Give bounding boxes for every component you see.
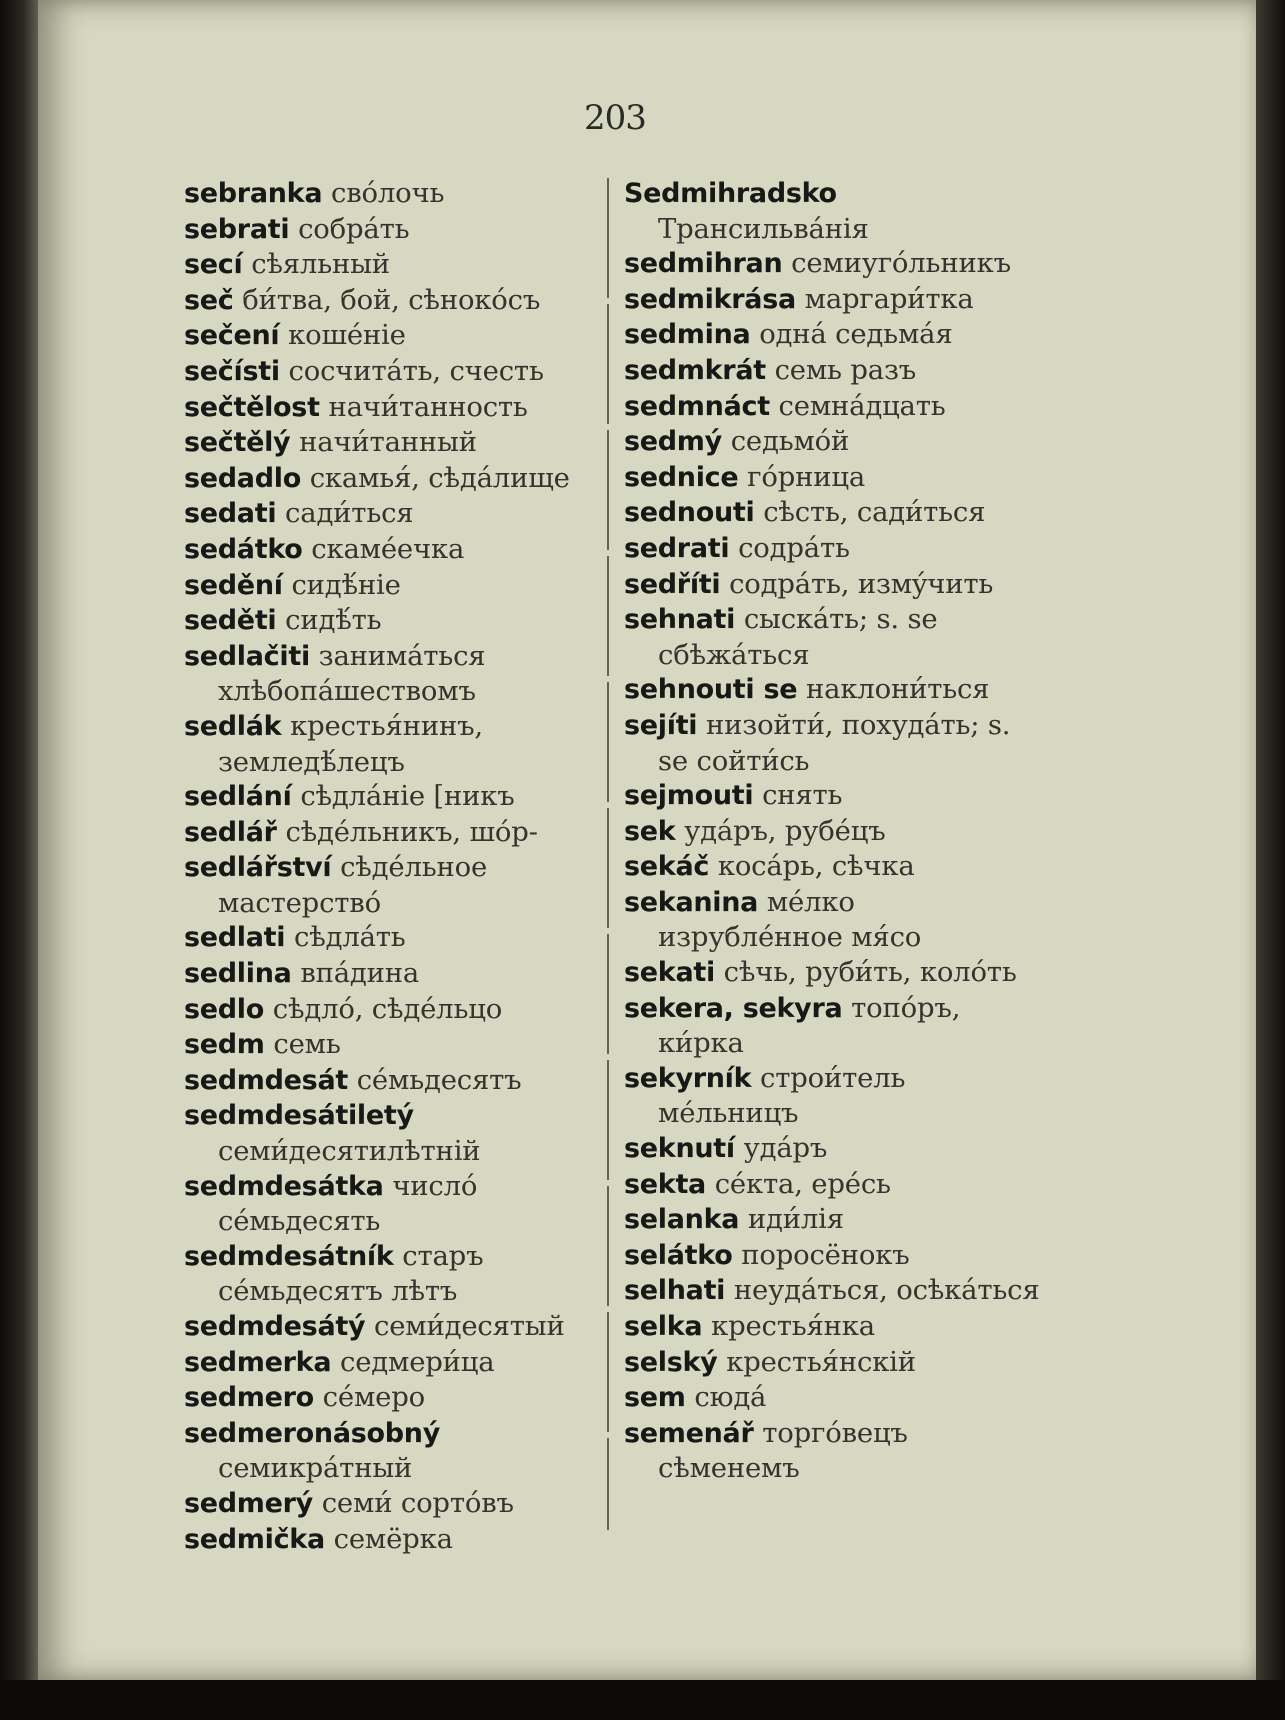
dictionary-entry xyxy=(184,920,602,956)
entry-headword: sedmdesátka xyxy=(184,1170,384,1202)
dictionary-entry xyxy=(184,956,602,992)
entry-headword: sedříti xyxy=(624,568,721,600)
entry-translation: низойти́, похудáть; s. se сойти́сь xyxy=(658,708,1011,777)
dictionary-entry xyxy=(624,955,1044,991)
entry-translation: содрáть xyxy=(738,531,850,564)
entry-translation: семикрáтный xyxy=(218,1452,413,1485)
entry-translation: однá седьмáя xyxy=(759,318,953,351)
entry-translation: сѣяльный xyxy=(251,248,390,281)
entry-translation: сѣдéльное мастерствó xyxy=(218,851,488,919)
dictionary-entry xyxy=(184,425,602,461)
dictionary-entry xyxy=(624,1167,1044,1203)
entry-headword: sedadlo xyxy=(184,462,301,494)
entry-translation: косáрь, сѣчка xyxy=(717,850,915,883)
dictionary-entry xyxy=(184,283,602,319)
dictionary-entry xyxy=(624,1202,1044,1238)
entry-headword: sedlati xyxy=(184,922,286,954)
entry-translation: содрáть, измýчить xyxy=(729,567,994,600)
dictionary-entry xyxy=(624,246,1044,282)
entry-translation: впáдина xyxy=(300,957,420,990)
entry-translation: топóръ, ки́рка xyxy=(658,991,961,1060)
entry-headword: sedátko xyxy=(184,533,303,565)
entry-headword: sedmnáct xyxy=(624,390,770,422)
entry-headword: secí xyxy=(184,249,243,281)
entry-translation: сыскáть; s. se сбѣжáться xyxy=(658,603,938,671)
dictionary-entry xyxy=(624,353,1044,389)
entry-translation: неудáться, осѣкáться xyxy=(733,1274,1040,1307)
entry-headword: sejmouti xyxy=(624,780,754,812)
entry-headword: sednouti xyxy=(624,497,755,529)
entry-translation: сѣдлáть xyxy=(294,921,406,954)
entry-translation: сидѣ́ніе xyxy=(291,568,401,601)
entry-headword: selka xyxy=(624,1311,703,1342)
entry-translation: числó сéмьдесять xyxy=(218,1169,478,1238)
entry-translation: крестья́нскій xyxy=(726,1345,916,1378)
dictionary-entry xyxy=(624,317,1044,353)
entry-translation: крестья́нинъ, земледѣ́лецъ xyxy=(218,709,483,778)
entry-translation: свóлочь xyxy=(331,177,445,209)
dictionary-entry xyxy=(184,1380,602,1416)
dictionary-entry xyxy=(184,390,602,426)
dictionary-entry xyxy=(184,318,602,354)
entry-headword: sedmdesátiletý xyxy=(184,1100,414,1132)
dictionary-entry xyxy=(624,1238,1044,1274)
entry-headword: sehnouti se xyxy=(624,674,798,706)
dictionary-entry xyxy=(184,532,602,568)
entry-translation: семнáдцать xyxy=(778,389,946,422)
entry-headword: sekta xyxy=(624,1168,706,1200)
entry-headword: sedlák xyxy=(184,710,282,742)
entry-translation: сéмьдесятъ xyxy=(356,1063,522,1096)
entry-translation: сосчитáть, счесть xyxy=(288,354,544,387)
entry-headword: sečtělý xyxy=(184,427,291,459)
dictionary-entry xyxy=(624,282,1044,318)
dictionary-entry xyxy=(624,424,1044,460)
dictionary-entry xyxy=(184,1416,602,1486)
entry-translation: мéлко изрублéнное мя́со xyxy=(658,885,922,954)
entry-headword: sedmeronásobný xyxy=(184,1417,441,1449)
entry-headword: sedm xyxy=(184,1029,265,1061)
dictionary-entry xyxy=(624,814,1044,850)
page-edge xyxy=(1256,0,1285,1720)
entry-headword: sedlář xyxy=(184,816,277,848)
dictionary-entry xyxy=(184,815,602,851)
entry-translation: семи́ сортóвъ xyxy=(321,1486,514,1519)
dictionary-entry xyxy=(184,247,602,283)
entry-translation: удáръ, рубéцъ xyxy=(684,814,886,847)
entry-translation: сѣдлáніе [никъ xyxy=(300,780,515,813)
dictionary-entry xyxy=(624,176,1044,246)
entry-headword: sekati xyxy=(624,957,715,989)
entry-headword: sedati xyxy=(184,498,277,530)
page-number: 203 xyxy=(584,98,646,138)
entry-translation: сѣсть, сади́ться xyxy=(763,496,986,529)
entry-translation: сѣчь, руби́ть, колóть xyxy=(723,956,1017,989)
dictionary-entry xyxy=(184,354,602,390)
entry-headword: seknutí xyxy=(624,1133,735,1165)
dictionary-entry xyxy=(624,1061,1044,1131)
entry-headword: sedlačiti xyxy=(184,640,310,672)
entry-headword: sedlářství xyxy=(184,852,332,884)
dictionary-entry xyxy=(184,496,602,532)
dictionary-entry xyxy=(184,709,602,779)
entry-headword: sedmerka xyxy=(184,1346,332,1378)
entry-headword: sebranka xyxy=(184,178,323,209)
entry-translation: сéкта, ерéсь xyxy=(714,1167,891,1200)
entry-headword: sekanina xyxy=(624,886,759,918)
dictionary-entry xyxy=(184,779,602,815)
entry-translation: кошéніе xyxy=(288,319,406,352)
dictionary-entry xyxy=(184,850,602,920)
entry-translation: занимáться хлѣбопáшествомъ xyxy=(218,639,486,708)
dictionary-entry xyxy=(184,639,602,709)
dictionary-entry xyxy=(184,1169,602,1239)
dictionary-entry xyxy=(184,1239,602,1309)
entry-headword: sedmkrát xyxy=(624,354,766,386)
entry-translation: собрáть xyxy=(298,212,410,245)
entry-headword: sedmička xyxy=(184,1523,325,1555)
entry-translation: семиугóльникъ xyxy=(791,247,1011,280)
entry-translation: поросёнокъ xyxy=(741,1238,910,1271)
entry-translation: седмери́ца xyxy=(340,1345,495,1378)
entry-headword: sek xyxy=(624,815,676,847)
dictionary-entry xyxy=(184,461,602,497)
dictionary-entry xyxy=(184,1522,602,1558)
entry-translation: гóрница xyxy=(747,460,866,493)
dictionary-entry xyxy=(184,176,602,212)
entry-headword: sekyrník xyxy=(624,1062,752,1094)
dictionary-entry xyxy=(624,1345,1044,1381)
dictionary-entry xyxy=(184,1486,602,1522)
dictionary-entry xyxy=(184,1345,602,1381)
bottom-shadow xyxy=(0,1680,1285,1720)
entry-headword: selhati xyxy=(624,1275,726,1307)
entry-headword: sedrati xyxy=(624,532,730,564)
entry-translation: семь xyxy=(273,1028,341,1061)
entry-headword: sedlání xyxy=(184,781,292,813)
dictionary-entry xyxy=(624,389,1044,425)
entry-headword: sedmdesátník xyxy=(184,1240,394,1272)
entry-translation: наклони́ться xyxy=(806,673,990,706)
entry-translation: старъ сéмьдесятъ лѣтъ xyxy=(218,1239,484,1308)
entry-translation: сѣдéльникъ, шóр- xyxy=(285,815,538,848)
entry-headword: sedmikrása xyxy=(624,283,796,315)
entry-translation: скамéечка xyxy=(311,532,465,565)
dictionary-entry xyxy=(624,708,1044,778)
entry-headword: seděti xyxy=(184,605,277,637)
dictionary-entry xyxy=(184,1098,602,1168)
entry-translation: сюдá xyxy=(694,1381,767,1414)
column-divider xyxy=(607,178,609,1530)
entry-translation: семи́десятый xyxy=(374,1310,565,1342)
entry-headword: sečení xyxy=(184,320,280,352)
entry-translation: торгóвецъ сѣменемъ xyxy=(658,1416,908,1485)
entry-headword: Sedmihradsko xyxy=(624,178,837,209)
entry-translation: сидѣ́ть xyxy=(285,604,382,637)
entry-translation: Трансильвáнія xyxy=(658,212,869,245)
entry-headword: semenář xyxy=(624,1417,754,1449)
dictionary-entry xyxy=(184,1027,602,1063)
dictionary-entry xyxy=(624,672,1044,708)
dictionary-entry xyxy=(624,495,1044,531)
right-column xyxy=(624,176,1044,1486)
entry-headword: sebrati xyxy=(184,213,290,245)
entry-headword: sedmero xyxy=(184,1382,314,1414)
dictionary-entry xyxy=(624,1131,1044,1167)
entry-headword: sedmdesátý xyxy=(184,1311,366,1342)
entry-headword: sednice xyxy=(624,461,739,493)
dictionary-entry xyxy=(184,568,602,604)
dictionary-entry xyxy=(624,849,1044,885)
entry-translation: би́тва, бой, сѣнокóсъ xyxy=(242,283,541,316)
dictionary-entry xyxy=(624,602,1044,672)
entry-translation: крестья́нка xyxy=(711,1310,875,1342)
entry-headword: sedlo xyxy=(184,993,265,1025)
entry-translation: семи́десятилѣтній xyxy=(218,1135,481,1168)
entry-translation: начи́танный xyxy=(299,426,477,459)
entry-translation: сѣдлó, сѣдéльцо xyxy=(272,992,503,1025)
dictionary-entry xyxy=(184,603,602,639)
entry-headword: sekera, sekyra xyxy=(624,992,843,1024)
entry-headword: seč xyxy=(184,284,234,316)
entry-headword: sedmina xyxy=(624,319,751,351)
entry-headword: sehnati xyxy=(624,604,736,636)
entry-translation: снять xyxy=(762,779,843,812)
dictionary-entry xyxy=(184,992,602,1028)
dictionary-entry xyxy=(624,1380,1044,1416)
entry-headword: sedění xyxy=(184,569,283,601)
dictionary-entry xyxy=(624,531,1044,567)
dictionary-entry xyxy=(624,885,1044,955)
entry-translation: сади́ться xyxy=(285,497,414,530)
dictionary-entry xyxy=(624,1416,1044,1486)
entry-translation: маргари́тка xyxy=(804,282,974,315)
dictionary-entry xyxy=(624,778,1044,814)
book-spine-shadow xyxy=(0,0,42,1720)
dictionary-entry xyxy=(184,1063,602,1099)
dictionary-entry xyxy=(624,991,1044,1061)
entry-translation: скамья́, сѣдáлище xyxy=(309,461,570,494)
entry-headword: sečtělost xyxy=(184,391,320,423)
left-column xyxy=(184,176,602,1557)
entry-headword: sedlina xyxy=(184,958,292,990)
entry-translation: семь разъ xyxy=(774,353,917,386)
dictionary-entry xyxy=(624,567,1044,603)
entry-translation: седьмóй xyxy=(730,425,850,458)
dictionary-entry xyxy=(624,1309,1044,1345)
entry-headword: selanka xyxy=(624,1204,740,1236)
entry-headword: selský xyxy=(624,1346,718,1378)
dictionary-entry xyxy=(184,1309,602,1345)
entry-translation: начи́танность xyxy=(328,390,528,423)
entry-headword: sedmdesát xyxy=(184,1064,348,1096)
entry-translation: семёрка xyxy=(333,1522,453,1555)
entry-headword: sedmerý xyxy=(184,1487,313,1519)
entry-translation: строи́тель мéльницъ xyxy=(658,1061,906,1130)
entry-headword: sekáč xyxy=(624,851,710,883)
entry-headword: selátko xyxy=(624,1239,733,1271)
entry-headword: sedmý xyxy=(624,426,722,458)
entry-translation: удáръ xyxy=(743,1132,828,1165)
entry-headword: sečísti xyxy=(184,355,280,387)
dictionary-entry xyxy=(624,460,1044,496)
entry-translation: иди́лія xyxy=(747,1203,844,1236)
dictionary-entry xyxy=(184,212,602,248)
entry-translation: сéмеро xyxy=(322,1381,425,1414)
entry-headword: sem xyxy=(624,1382,686,1414)
entry-headword: sedmihran xyxy=(624,248,783,280)
entry-headword: sejíti xyxy=(624,709,698,741)
dictionary-entry xyxy=(624,1273,1044,1309)
